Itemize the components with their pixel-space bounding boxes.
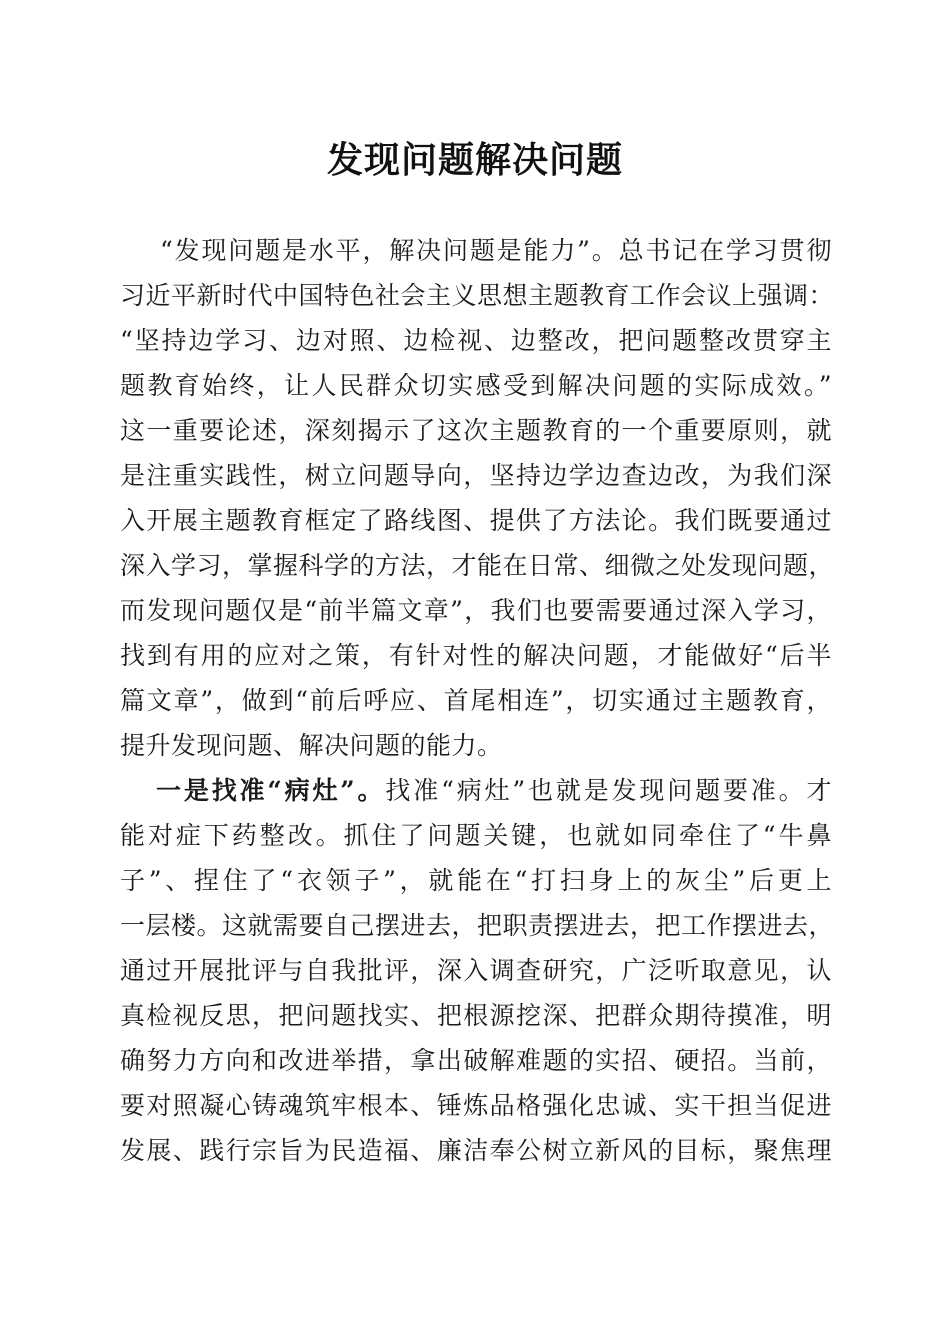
paragraph-line: 入开展主题教育框定了路线图、提供了方法论。我们既要通过 [120, 506, 832, 535]
document-title: 发现问题解决问题 [326, 139, 623, 181]
paragraph-line: 能对症下药整改。抓住了问题关键，也就如同牵住了“牛鼻 [120, 821, 832, 850]
paragraph-line: “发现问题是水平，解决问题是能力”。总书记在学习贯彻 [160, 236, 832, 265]
paragraph-line: 题教育始终，让人民群众切实感受到解决问题的实际成效。” [120, 371, 832, 400]
paragraph-line: 习近平新时代中国特色社会主义思想主题教育工作会议上强调： [120, 281, 835, 310]
paragraph-line: 确努力方向和改进举措，拿出破解难题的实招、硬招。当前， [120, 1046, 832, 1075]
paragraph-line: 通过开展批评与自我批评，深入调查研究，广泛听取意见，认 [120, 956, 832, 985]
paragraph-line: 是注重实践性，树立问题导向，坚持边学边查边改，为我们深 [120, 461, 832, 490]
document-body [120, 228, 835, 1173]
paragraph-line: 而发现问题仅是“前半篇文章”，我们也要需要通过深入学习， [120, 596, 832, 625]
paragraph-line: 找到有用的应对之策，有针对性的解决问题，才能做好“后半 [120, 641, 832, 670]
paragraph-line: 一层楼。这就需要自己摆进去，把职责摆进去，把工作摆进去， [120, 911, 835, 940]
paragraph-line: 这一重要论述，深刻揭示了这次主题教育的一个重要原则，就 [120, 416, 832, 445]
paragraph-line: 篇文章”，做到“前后呼应、首尾相连”，切实通过主题教育， [120, 686, 832, 715]
paragraph-line: 深入学习，掌握科学的方法，才能在日常、细微之处发现问题， [120, 551, 835, 580]
paragraph-line: 提升发现问题、解决问题的能力。 [120, 731, 503, 760]
paragraph-line: 真检视反思，把问题找实、把根源挖深、把群众期待摸准，明 [120, 1001, 832, 1030]
paragraph-line-rest: 找准“病灶”也就是发现问题要准。才 [385, 776, 832, 805]
paragraph-first-line [120, 768, 832, 813]
paragraph-line: 发展、践行宗旨为民造福、廉洁奉公树立新风的目标，聚焦理 [120, 1136, 832, 1165]
paragraph-line: 子”、捏住了“衣领子”，就能在“打扫身上的灰尘”后更上 [120, 866, 832, 895]
paragraph-line: “坚持边学习、边对照、边检视、边整改，把问题整改贯穿主 [120, 326, 832, 355]
paragraph-line: 要对照凝心铸魂筑牢根本、锤炼品格强化忠诚、实干担当促进 [120, 1091, 832, 1120]
section-lead-heading: 一是找准“病灶”。 [156, 776, 386, 805]
